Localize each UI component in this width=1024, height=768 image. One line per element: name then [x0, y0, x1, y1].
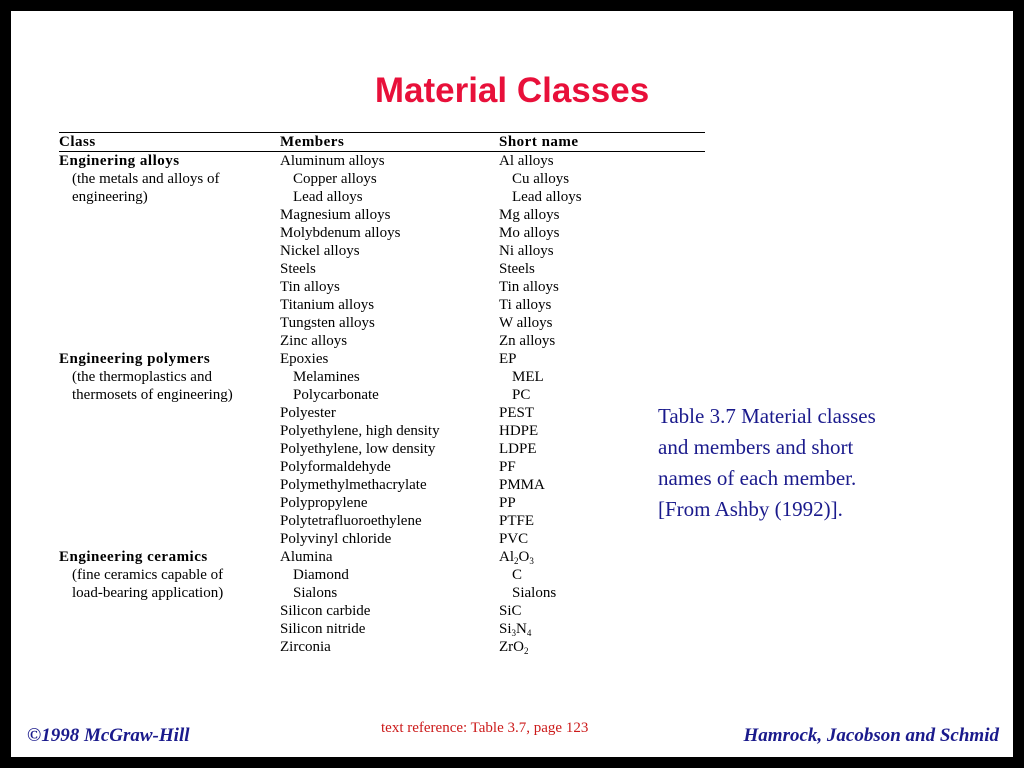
short-name: PTFE: [499, 513, 535, 529]
short-name: $Si_3N_4$: [499, 621, 532, 638]
table-header-row: [59, 133, 705, 151]
short-name: SiC: [499, 603, 522, 619]
class-cell-empty: [59, 404, 280, 422]
member-name: Alumina: [280, 549, 333, 565]
member-name: Nickel alloys: [280, 243, 360, 259]
short-name: Steels: [499, 261, 535, 277]
header-short-name: Short name: [499, 134, 579, 150]
table-row: [59, 530, 705, 548]
member-name: Polyester: [280, 405, 336, 421]
member-name: Diamond: [293, 567, 349, 583]
table-row: [59, 440, 705, 458]
short-name: Mo alloys: [499, 225, 560, 241]
class-description: load-bearing application): [72, 585, 224, 601]
class-cell-empty: [59, 620, 280, 638]
table-row: [59, 494, 705, 512]
member-name: Polypropylene: [280, 495, 368, 511]
short-name: Ti alloys: [499, 297, 552, 313]
member-name: Copper alloys: [293, 171, 377, 187]
class-cell-empty: [59, 476, 280, 494]
table-row: [59, 332, 705, 350]
table-row: [59, 458, 705, 476]
class-cell-empty: [59, 332, 280, 350]
header-members: Members: [280, 134, 345, 150]
class-name: Engineering ceramics: [59, 549, 208, 565]
short-name: PP: [499, 495, 516, 511]
slide: [11, 11, 1013, 757]
short-name: Mg alloys: [499, 207, 560, 223]
member-name: Molybdenum alloys: [280, 225, 401, 241]
member-name: Tungsten alloys: [280, 315, 375, 331]
short-name: EP: [499, 351, 517, 367]
short-name: W alloys: [499, 315, 553, 331]
short-name: $Al_2O_3$: [499, 549, 534, 566]
page-title: Material Classes: [374, 71, 650, 110]
member-name: Tin alloys: [280, 279, 340, 295]
member-name: Silicon carbide: [280, 603, 371, 619]
member-name: Silicon nitride: [280, 621, 366, 637]
table-row: [59, 620, 705, 638]
caption-line: names of each member.: [658, 466, 857, 490]
class-description: engineering): [72, 189, 148, 205]
footer-text-reference: text reference: Table 3.7, page 123: [381, 720, 589, 736]
member-name: Steels: [280, 261, 316, 277]
table-row: [59, 476, 705, 494]
member-name: Sialons: [293, 585, 338, 601]
short-name: PVC: [499, 531, 529, 547]
class-cell-empty: [59, 440, 280, 458]
footer-authors: Hamrock, Jacobson and Schmid: [743, 725, 999, 746]
class-cell-empty: [59, 602, 280, 620]
short-name: Tin alloys: [499, 279, 559, 295]
class-cell-empty: [59, 242, 280, 260]
class-cell-empty: [59, 206, 280, 224]
short-name: Cu alloys: [512, 171, 570, 187]
table-row: [59, 368, 705, 386]
class-cell-empty: [59, 422, 280, 440]
class-cell-empty: [59, 296, 280, 314]
table-body: [59, 152, 705, 656]
class-description: (the metals and alloys of: [72, 171, 220, 187]
table-row: [59, 584, 705, 602]
class-cell-empty: [59, 512, 280, 530]
short-name: ZrO$_2$: [499, 639, 529, 656]
table-row: [59, 206, 705, 224]
member-name: Polytetrafluoroethylene: [280, 513, 422, 529]
table-row: [59, 404, 705, 422]
member-name: Zirconia: [280, 639, 331, 655]
member-name: Polycarbonate: [293, 387, 379, 403]
member-name: Magnesium alloys: [280, 207, 391, 223]
class-description: (fine ceramics capable of: [72, 567, 224, 583]
table-row: [59, 422, 705, 440]
table-row: [59, 152, 705, 170]
short-name: C: [512, 567, 523, 583]
member-name: Zinc alloys: [280, 333, 348, 349]
class-cell-empty: [59, 638, 280, 656]
footer-copyright: ©1998 McGraw-Hill: [27, 725, 190, 746]
member-name: Polymethylmethacrylate: [280, 477, 427, 493]
class-cell-empty: [59, 224, 280, 242]
short-name: PEST: [499, 405, 535, 421]
member-name: Melamines: [293, 369, 360, 385]
class-name: Enginering alloys: [59, 153, 180, 169]
member-name: Lead alloys: [293, 189, 363, 205]
table-row: [59, 512, 705, 530]
table-row: [59, 314, 705, 332]
member-name: Polyvinyl chloride: [280, 531, 392, 547]
member-name: Titanium alloys: [280, 297, 375, 313]
table-row: [59, 242, 705, 260]
class-name: Engineering polymers: [59, 351, 211, 367]
member-name: Polyformaldehyde: [280, 459, 391, 475]
class-description: (the thermoplastics and: [72, 369, 212, 385]
caption-line: and members and short: [658, 435, 854, 459]
table-row: [59, 170, 705, 188]
class-description: thermosets of engineering): [72, 387, 233, 403]
short-name: MEL: [512, 369, 544, 385]
class-cell-empty: [59, 314, 280, 332]
class-cell-empty: [59, 278, 280, 296]
member-name: Epoxies: [280, 351, 329, 367]
short-name: PF: [499, 459, 516, 475]
table-row: [59, 548, 705, 566]
short-name: Zn alloys: [499, 333, 556, 349]
table-row: [59, 224, 705, 242]
class-cell-empty: [59, 494, 280, 512]
table-row: [59, 602, 705, 620]
class-cell-empty: [59, 260, 280, 278]
short-name: PC: [512, 387, 531, 403]
table-row: [59, 296, 705, 314]
short-name: Lead alloys: [512, 189, 582, 205]
member-name: Polyethylene, low density: [280, 441, 436, 457]
caption-line: Table 3.7 Material classes: [658, 404, 876, 428]
short-name: Sialons: [512, 585, 557, 601]
table-caption: [658, 401, 958, 525]
table-row: [59, 638, 705, 656]
table-row: [59, 386, 705, 404]
short-name: HDPE: [499, 423, 539, 439]
table-row: [59, 188, 705, 206]
table-row: [59, 350, 705, 368]
short-name: Al alloys: [499, 153, 554, 169]
table-row: [59, 260, 705, 278]
materials-table: [59, 132, 705, 656]
short-name: PMMA: [499, 477, 545, 493]
class-cell-empty: [59, 530, 280, 548]
member-name: Polyethylene, high density: [280, 423, 440, 439]
short-name: LDPE: [499, 441, 537, 457]
short-name: Ni alloys: [499, 243, 554, 259]
class-cell-empty: [59, 458, 280, 476]
table-row: [59, 566, 705, 584]
table-row: [59, 278, 705, 296]
caption-line: [From Ashby (1992)].: [658, 497, 843, 521]
header-class: Class: [59, 134, 96, 150]
member-name: Aluminum alloys: [280, 153, 385, 169]
